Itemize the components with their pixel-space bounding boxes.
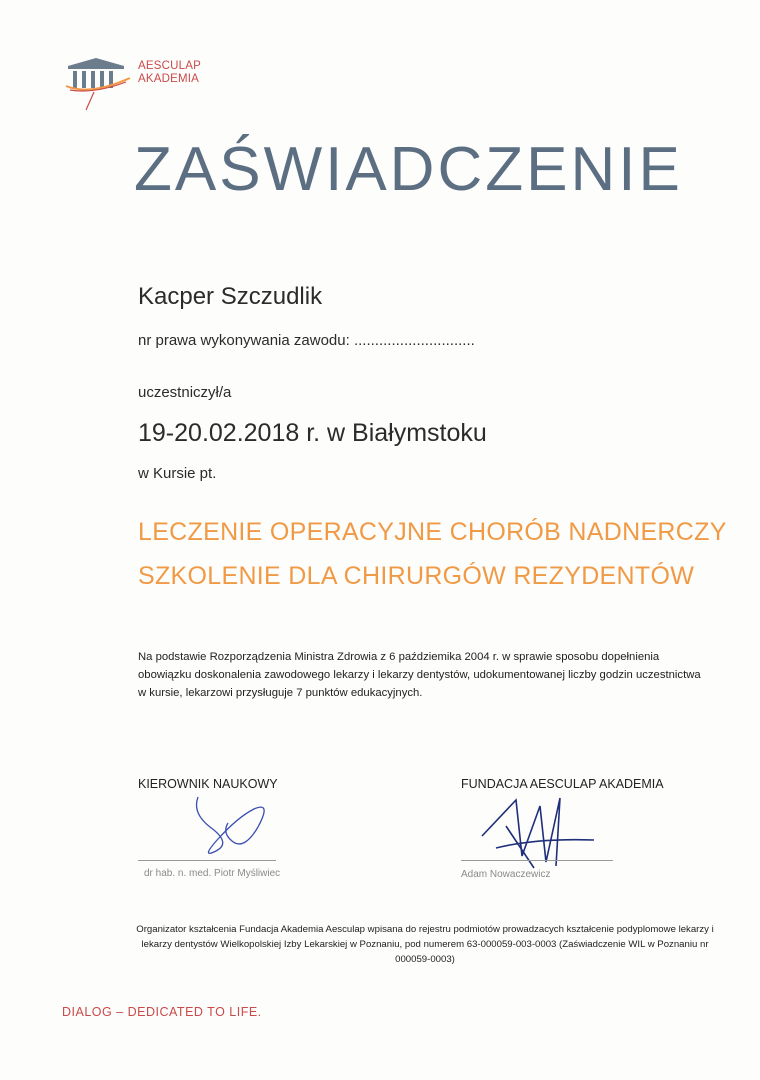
course-title-line-2: SZKOLENIE DLA CHIRURGÓW REZYDENTÓW [138, 562, 695, 590]
organizer-note: Organizator kształcenia Fundacja Akademia Aesculap wpisana do rejestru podmiotów prowadzacych kształcenie podyplomowe lekarzy i lekarzy dentystów Wielkopolskiej Izby Lekarskiej w Poznaniu, pod numerem 63-000059-003-0003 (Zaświadczenie WIL w Poznaniu nr 000059-0003) [136, 924, 714, 965]
aesculap-logo [64, 56, 204, 112]
participated-label: uczestniczył/a [138, 384, 232, 401]
brand-slogan: DIALOG – DEDICATED TO LIFE. [62, 1005, 262, 1019]
recipient-name: Kacper Szczudlik [138, 283, 323, 310]
date-place: 19-20.02.2018 r. w Białymstoku [138, 419, 487, 447]
legal-basis-text: Na podstawie Rozporządzenia Ministra Zdrowia z 6 paździemika 2004 r. w sprawie sposobu dopełnienia obowiązku doskonalenia zawodowego lekarzy i lekarzy dentystów, udokumentowanej liczby godzin uczestnictwa w kursie, lekarzowi przysługuje 7 punktów edukacyjnych. [138, 651, 701, 699]
signature-line-left [138, 860, 276, 861]
temple-columns-icon [64, 56, 136, 112]
logo-line-1: AESCULAP [138, 60, 201, 72]
signature-right [476, 796, 606, 876]
foundation-label: FUNDACJA AESCULAP AKADEMIA [461, 777, 664, 791]
course-title-line-1: LECZENIE OPERACYJNE CHORÓB NADNERCZY [138, 518, 727, 546]
scientific-director-label: KIEROWNIK NAUKOWY [138, 777, 278, 791]
license-number-label: nr prawa wykonywania zawodu: ............................. [138, 332, 475, 349]
signature-left [188, 793, 278, 865]
course-intro: w Kursie pt. [138, 465, 217, 482]
foundation-representative-name: Adam Nowaczewicz [461, 869, 551, 880]
certificate-title: ZAŚWIADCZENIE [134, 135, 683, 204]
logo-line-2: AKADEMIA [138, 73, 200, 85]
signature-line-right [461, 860, 613, 861]
scientific-director-name: dr hab. n. med. Piotr Myśliwiec [144, 868, 281, 879]
